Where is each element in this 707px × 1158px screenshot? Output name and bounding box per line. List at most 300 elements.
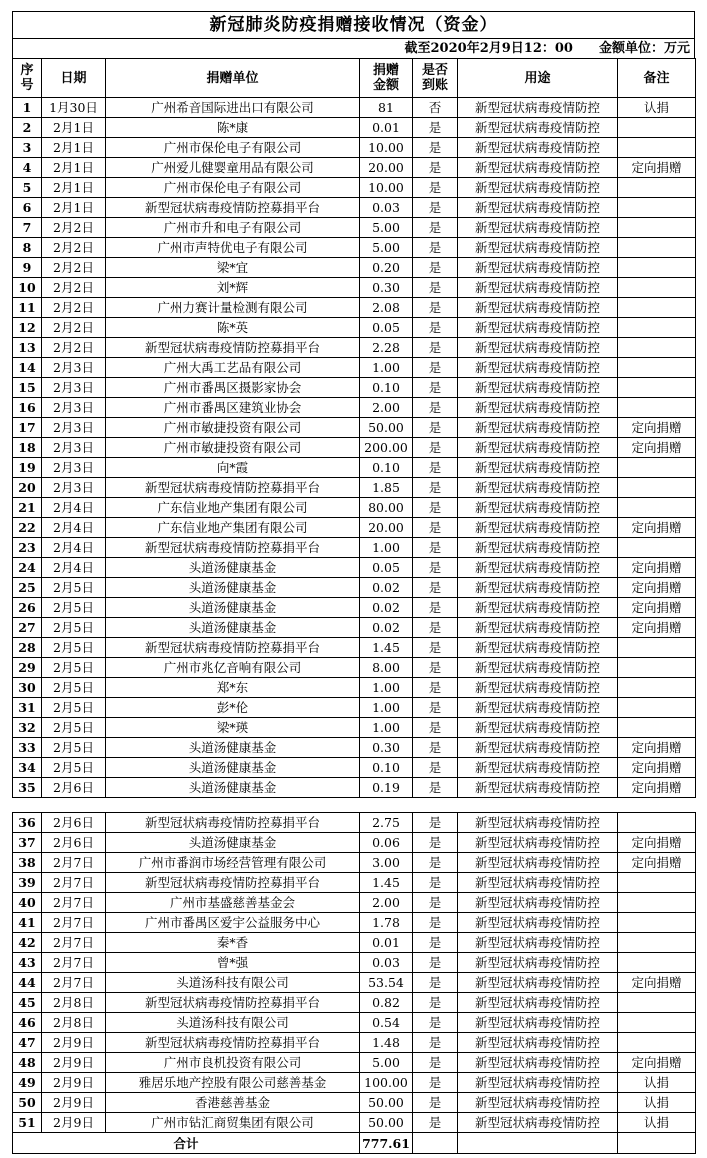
cell-date: 2月4日 [42,538,106,558]
cell-no: 34 [13,758,42,778]
cell-received: 是 [413,558,458,578]
cell-remark [618,318,696,338]
table-row [13,738,696,758]
table-body [13,98,696,1154]
header-purpose: 用途 [458,59,618,98]
page-title: 新冠肺炎防疫捐赠接收情况（资金） [12,11,695,38]
cell-date: 2月3日 [42,418,106,438]
cell-amount: 1.85 [360,478,413,498]
cell-amount: 0.82 [360,993,413,1013]
cell-date: 2月3日 [42,458,106,478]
cell-donor: 头道汤健康基金 [106,738,360,758]
cell-donor: 向*霞 [106,458,360,478]
cell-date: 2月7日 [42,973,106,993]
cell-purpose: 新型冠状病毒疫情防控 [458,198,618,218]
cell-date: 1月30日 [42,98,106,118]
cell-date: 2月5日 [42,698,106,718]
cell-date: 2月2日 [42,298,106,318]
table-row [13,933,696,953]
cell-purpose: 新型冠状病毒疫情防控 [458,1033,618,1053]
cell-remark: 定向捐赠 [618,618,696,638]
cell-purpose: 新型冠状病毒疫情防控 [458,1093,618,1113]
table-row [13,758,696,778]
cell-remark: 定向捐赠 [618,853,696,873]
cell-no: 45 [13,993,42,1013]
cell-remark: 认捐 [618,1113,696,1133]
cell-received: 是 [413,718,458,738]
cell-received: 是 [413,338,458,358]
cell-amount: 0.02 [360,598,413,618]
cell-date: 2月2日 [42,338,106,358]
total-label: 合计 [13,1133,360,1154]
cell-received: 是 [413,538,458,558]
cell-date: 2月5日 [42,618,106,638]
cell-amount: 0.01 [360,933,413,953]
cell-purpose: 新型冠状病毒疫情防控 [458,578,618,598]
cell-donor: 头道汤健康基金 [106,758,360,778]
cell-no: 7 [13,218,42,238]
amount-unit: 金额单位：万元 [598,41,690,56]
header-date: 日期 [42,59,106,98]
cell-donor: 广州市保伦电子有限公司 [106,138,360,158]
cell-no: 47 [13,1033,42,1053]
cell-no: 29 [13,658,42,678]
cell-amount: 100.00 [360,1073,413,1093]
cell-amount: 0.10 [360,378,413,398]
cell-date: 2月3日 [42,378,106,398]
cell-received: 是 [413,138,458,158]
cell-amount: 0.19 [360,778,413,798]
cell-received: 是 [413,738,458,758]
cell-amount: 5.00 [360,238,413,258]
cell-donor: 香港慈善基金 [106,1093,360,1113]
cell-donor: 新型冠状病毒疫情防控募捐平台 [106,993,360,1013]
cell-donor: 头道汤健康基金 [106,833,360,853]
cell-remark [618,873,696,893]
table-row [13,258,696,278]
cell-purpose: 新型冠状病毒疫情防控 [458,1053,618,1073]
total-amount: 777.61 [360,1133,413,1154]
cell-amount: 0.03 [360,953,413,973]
table-row [13,1073,696,1093]
table-row [13,178,696,198]
cell-purpose: 新型冠状病毒疫情防控 [458,98,618,118]
cell-received: 是 [413,578,458,598]
table-row [13,893,696,913]
table-row [13,318,696,338]
cell-no: 1 [13,98,42,118]
cell-date: 2月7日 [42,873,106,893]
cell-donor: 头道汤科技有限公司 [106,1013,360,1033]
cell-received: 是 [413,478,458,498]
cell-no: 33 [13,738,42,758]
cell-date: 2月9日 [42,1053,106,1073]
cell-no: 48 [13,1053,42,1073]
cell-remark [618,813,696,833]
cell-amount: 0.10 [360,758,413,778]
table-row [13,558,696,578]
cell-no: 27 [13,618,42,638]
cell-date: 2月2日 [42,218,106,238]
cell-received: 是 [413,933,458,953]
cell-donor: 广东信业地产集团有限公司 [106,518,360,538]
header-received: 是否到账 [413,59,458,98]
table-row [13,578,696,598]
cell-remark: 定向捐赠 [618,558,696,578]
cell-amount: 50.00 [360,418,413,438]
cell-date: 2月4日 [42,558,106,578]
cell-no: 18 [13,438,42,458]
cell-donor: 陈*康 [106,118,360,138]
cell-remark: 定向捐赠 [618,738,696,758]
cell-amount: 1.78 [360,913,413,933]
cell-date: 2月7日 [42,913,106,933]
cell-no: 24 [13,558,42,578]
cell-purpose: 新型冠状病毒疫情防控 [458,338,618,358]
table-row [13,458,696,478]
donation-table [12,58,696,1154]
table-row [13,953,696,973]
cell-purpose: 新型冠状病毒疫情防控 [458,318,618,338]
cell-date: 2月9日 [42,1093,106,1113]
cell-no: 42 [13,933,42,953]
cell-received: 是 [413,298,458,318]
cell-purpose: 新型冠状病毒疫情防控 [458,298,618,318]
table-row [13,338,696,358]
cell-donor: 刘*辉 [106,278,360,298]
cell-date: 2月2日 [42,318,106,338]
cell-remark [618,178,696,198]
table-row [13,678,696,698]
cell-amount: 2.08 [360,298,413,318]
cell-purpose: 新型冠状病毒疫情防控 [458,458,618,478]
cell-purpose: 新型冠状病毒疫情防控 [458,278,618,298]
cell-donor: 陈*英 [106,318,360,338]
cell-date: 2月5日 [42,658,106,678]
cell-date: 2月3日 [42,478,106,498]
table-row [13,538,696,558]
cell-donor: 广州大禹工艺品有限公司 [106,358,360,378]
cell-no: 15 [13,378,42,398]
cell-date: 2月7日 [42,953,106,973]
cell-no: 44 [13,973,42,993]
cell-date: 2月2日 [42,278,106,298]
cell-amount: 3.00 [360,853,413,873]
cell-remark [618,993,696,1013]
table-row [13,138,696,158]
cell-amount: 20.00 [360,518,413,538]
cell-date: 2月5日 [42,578,106,598]
cell-amount: 50.00 [360,1093,413,1113]
table-row [13,518,696,538]
cell-amount: 50.00 [360,1113,413,1133]
header-no: 序号 [13,59,42,98]
cell-purpose: 新型冠状病毒疫情防控 [458,638,618,658]
cell-no: 37 [13,833,42,853]
cell-no: 20 [13,478,42,498]
cell-date: 2月7日 [42,893,106,913]
cell-amount: 2.75 [360,813,413,833]
cell-remark [618,398,696,418]
cell-date: 2月5日 [42,738,106,758]
cell-no: 25 [13,578,42,598]
cell-remark [618,218,696,238]
cell-remark [618,538,696,558]
cell-received: 是 [413,973,458,993]
cell-donor: 广州市基盛慈善基金会 [106,893,360,913]
cell-received: 是 [413,873,458,893]
cell-donor: 广州市番润市场经营管理有限公司 [106,853,360,873]
cell-received: 是 [413,158,458,178]
cell-received: 是 [413,358,458,378]
cell-amount: 8.00 [360,658,413,678]
cell-remark: 定向捐赠 [618,973,696,993]
cell-remark: 定向捐赠 [618,518,696,538]
table-row [13,198,696,218]
cell-donor: 新型冠状病毒疫情防控募捐平台 [106,478,360,498]
cell-received: 是 [413,238,458,258]
cell-remark: 认捐 [618,1093,696,1113]
cell-date: 2月9日 [42,1073,106,1093]
cell-amount: 0.05 [360,558,413,578]
cell-received: 是 [413,218,458,238]
cell-received: 是 [413,778,458,798]
as-of-date: 截至2020年2月9日12：00 [404,41,573,56]
cell-remark: 定向捐赠 [618,438,696,458]
cell-donor: 广州希音国际进出口有限公司 [106,98,360,118]
cell-amount: 2.28 [360,338,413,358]
cell-amount: 1.00 [360,698,413,718]
cell-received: 是 [413,1113,458,1133]
cell-date: 2月9日 [42,1033,106,1053]
cell-purpose: 新型冠状病毒疫情防控 [458,1013,618,1033]
table-row [13,1013,696,1033]
table-row [13,1113,696,1133]
table-row [13,158,696,178]
header-donor: 捐赠单位 [106,59,360,98]
cell-amount: 1.45 [360,873,413,893]
cell-no: 51 [13,1113,42,1133]
cell-purpose: 新型冠状病毒疫情防控 [458,238,618,258]
cell-amount: 5.00 [360,218,413,238]
total-empty [458,1133,618,1154]
cell-remark [618,238,696,258]
cell-purpose: 新型冠状病毒疫情防控 [458,913,618,933]
header-remark: 备注 [618,59,696,98]
cell-amount: 10.00 [360,178,413,198]
cell-amount: 10.00 [360,138,413,158]
cell-purpose: 新型冠状病毒疫情防控 [458,378,618,398]
cell-amount: 1.45 [360,638,413,658]
cell-remark [618,913,696,933]
cell-no: 36 [13,813,42,833]
cell-purpose: 新型冠状病毒疫情防控 [458,833,618,853]
table-row [13,618,696,638]
cell-donor: 新型冠状病毒疫情防控募捐平台 [106,538,360,558]
total-empty [618,1133,696,1154]
cell-remark: 定向捐赠 [618,578,696,598]
cell-remark [618,893,696,913]
cell-received: 是 [413,318,458,338]
cell-date: 2月2日 [42,258,106,278]
cell-donor: 广州市番禺区爱宇公益服务中心 [106,913,360,933]
page-break-gap [13,798,696,813]
cell-received: 是 [413,758,458,778]
cell-date: 2月5日 [42,718,106,738]
cell-purpose: 新型冠状病毒疫情防控 [458,418,618,438]
cell-amount: 200.00 [360,438,413,458]
cell-amount: 0.54 [360,1013,413,1033]
cell-purpose: 新型冠状病毒疫情防控 [458,1073,618,1093]
cell-purpose: 新型冠状病毒疫情防控 [458,138,618,158]
cell-remark [618,933,696,953]
cell-donor: 广州市番禺区建筑业协会 [106,398,360,418]
cell-amount: 20.00 [360,158,413,178]
cell-received: 是 [413,118,458,138]
cell-purpose: 新型冠状病毒疫情防控 [458,893,618,913]
table-row [13,398,696,418]
cell-remark: 定向捐赠 [618,778,696,798]
table-row [13,238,696,258]
cell-amount: 1.00 [360,718,413,738]
cell-remark: 定向捐赠 [618,833,696,853]
table-header-row [13,59,696,98]
table-row [13,598,696,618]
cell-remark [618,338,696,358]
cell-received: 是 [413,398,458,418]
cell-amount: 0.02 [360,618,413,638]
cell-donor: 广州爱儿健婴童用品有限公司 [106,158,360,178]
cell-no: 50 [13,1093,42,1113]
cell-remark: 定向捐赠 [618,418,696,438]
cell-donor: 广州市兆亿音响有限公司 [106,658,360,678]
cell-purpose: 新型冠状病毒疫情防控 [458,678,618,698]
cell-purpose: 新型冠状病毒疫情防控 [458,738,618,758]
cell-purpose: 新型冠状病毒疫情防控 [458,558,618,578]
table-row [13,698,696,718]
cell-remark [618,638,696,658]
cell-purpose: 新型冠状病毒疫情防控 [458,258,618,278]
cell-remark: 认捐 [618,98,696,118]
cell-received: 是 [413,913,458,933]
cell-no: 21 [13,498,42,518]
cell-purpose: 新型冠状病毒疫情防控 [458,538,618,558]
cell-remark [618,718,696,738]
cell-no: 22 [13,518,42,538]
cell-no: 11 [13,298,42,318]
cell-amount: 80.00 [360,498,413,518]
cell-purpose: 新型冠状病毒疫情防控 [458,973,618,993]
cell-remark [618,358,696,378]
table-row [13,1093,696,1113]
cell-donor: 广州市良机投资有限公司 [106,1053,360,1073]
cell-date: 2月8日 [42,993,106,1013]
cell-amount: 53.54 [360,973,413,993]
cell-received: 是 [413,1093,458,1113]
cell-remark: 认捐 [618,1073,696,1093]
table-row [13,418,696,438]
cell-date: 2月1日 [42,198,106,218]
cell-donor: 广州市保伦电子有限公司 [106,178,360,198]
cell-donor: 新型冠状病毒疫情防控募捐平台 [106,873,360,893]
cell-donor: 广州市番禺区摄影家协会 [106,378,360,398]
cell-received: 是 [413,198,458,218]
table-row [13,718,696,738]
cell-amount: 0.06 [360,833,413,853]
cell-purpose: 新型冠状病毒疫情防控 [458,993,618,1013]
cell-remark [618,118,696,138]
cell-donor: 广州市敏捷投资有限公司 [106,418,360,438]
cell-purpose: 新型冠状病毒疫情防控 [458,218,618,238]
cell-no: 30 [13,678,42,698]
cell-received: 是 [413,418,458,438]
cell-date: 2月6日 [42,813,106,833]
cell-donor: 头道汤健康基金 [106,578,360,598]
cell-purpose: 新型冠状病毒疫情防控 [458,398,618,418]
table-row [13,913,696,933]
cell-date: 2月1日 [42,178,106,198]
table-row [13,278,696,298]
cell-received: 是 [413,993,458,1013]
cell-donor: 广州力赛计量检测有限公司 [106,298,360,318]
cell-donor: 新型冠状病毒疫情防控募捐平台 [106,813,360,833]
cell-amount: 2.00 [360,893,413,913]
cell-date: 2月1日 [42,138,106,158]
cell-no: 23 [13,538,42,558]
cell-purpose: 新型冠状病毒疫情防控 [458,1113,618,1133]
cell-amount: 1.48 [360,1033,413,1053]
cell-donor: 曾*强 [106,953,360,973]
cell-remark [618,478,696,498]
cell-no: 26 [13,598,42,618]
cell-amount: 0.03 [360,198,413,218]
cell-remark: 定向捐赠 [618,1053,696,1073]
cell-remark [618,198,696,218]
cell-purpose: 新型冠状病毒疫情防控 [458,358,618,378]
cell-received: 是 [413,893,458,913]
cell-remark [618,378,696,398]
cell-remark [618,498,696,518]
cell-amount: 0.01 [360,118,413,138]
cell-received: 是 [413,518,458,538]
cell-received: 是 [413,438,458,458]
cell-received: 是 [413,458,458,478]
cell-purpose: 新型冠状病毒疫情防控 [458,933,618,953]
cell-amount: 1.00 [360,538,413,558]
table-row [13,1053,696,1073]
cell-date: 2月4日 [42,518,106,538]
cell-date: 2月9日 [42,1113,106,1133]
cell-purpose: 新型冠状病毒疫情防控 [458,118,618,138]
cell-donor: 广东信业地产集团有限公司 [106,498,360,518]
cell-date: 2月6日 [42,833,106,853]
cell-donor: 广州市钻汇商贸集团有限公司 [106,1113,360,1133]
cell-date: 2月5日 [42,598,106,618]
cell-no: 28 [13,638,42,658]
table-row [13,478,696,498]
cell-no: 6 [13,198,42,218]
cell-received: 是 [413,698,458,718]
cell-donor: 新型冠状病毒疫情防控募捐平台 [106,338,360,358]
cell-no: 43 [13,953,42,973]
cell-no: 19 [13,458,42,478]
cell-date: 2月2日 [42,238,106,258]
cell-remark [618,1033,696,1053]
cell-donor: 头道汤健康基金 [106,598,360,618]
cell-date: 2月3日 [42,358,106,378]
cell-remark [618,298,696,318]
cell-date: 2月5日 [42,638,106,658]
